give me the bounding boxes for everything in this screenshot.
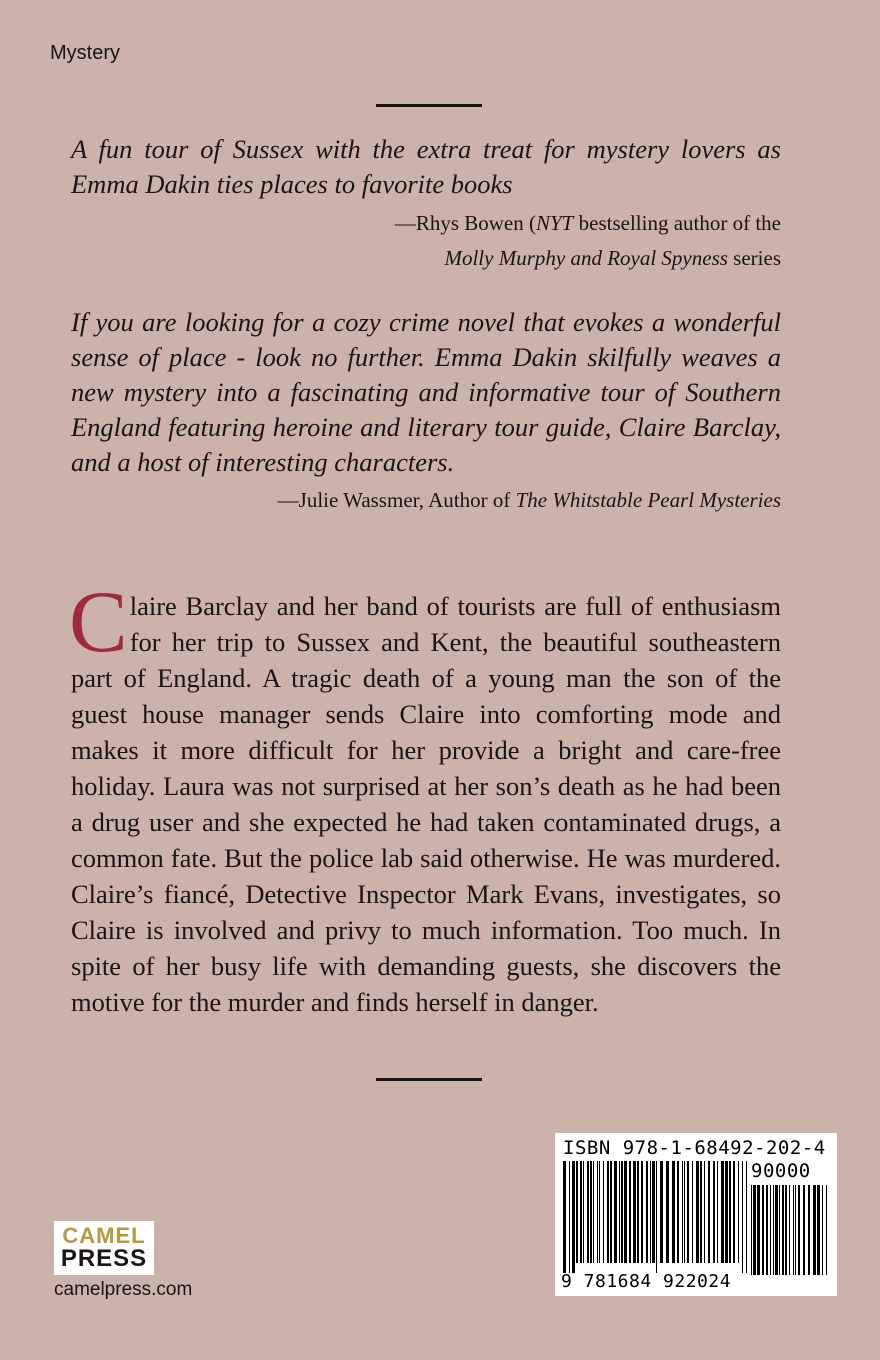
barcode-bar bbox=[785, 1185, 787, 1275]
publisher-logo bbox=[54, 1221, 154, 1275]
barcode-bar bbox=[572, 1161, 575, 1273]
genre-label: Mystery bbox=[50, 42, 120, 64]
review-quote-1: A fun tour of Sussex with the extra treat for mystery lovers as Emma Dakin ties places to favorite books bbox=[71, 134, 781, 199]
barcode-bar bbox=[798, 1185, 800, 1275]
barcode-bar bbox=[803, 1185, 805, 1275]
logo-line-1: CAMEL bbox=[62, 1223, 146, 1248]
ean-barcode-bars bbox=[563, 1161, 749, 1273]
attribution-1-prefix: —Rhys Bowen ( bbox=[394, 211, 536, 235]
barcode-bar bbox=[766, 1185, 768, 1275]
barcode-bar bbox=[742, 1161, 743, 1273]
attribution-1-series: Molly Murphy and Royal Spyness bbox=[444, 246, 728, 270]
barcode-bar bbox=[580, 1161, 582, 1263]
barcode-bar bbox=[563, 1161, 566, 1273]
barcode-bar bbox=[733, 1161, 735, 1263]
barcode-bar bbox=[782, 1185, 784, 1275]
barcode-bar bbox=[614, 1161, 617, 1263]
barcode-bar bbox=[597, 1161, 598, 1263]
barcode-bar bbox=[587, 1161, 589, 1263]
drop-cap: C bbox=[69, 574, 128, 671]
barcode-bar bbox=[656, 1161, 657, 1273]
barcode-bar bbox=[593, 1161, 594, 1263]
barcode-bar bbox=[583, 1161, 584, 1263]
barcode-bar bbox=[576, 1161, 578, 1263]
attribution-1-publication: NYT bbox=[536, 211, 574, 235]
barcode-bar bbox=[751, 1185, 752, 1275]
bottom-divider bbox=[376, 1078, 482, 1081]
barcode-bar bbox=[808, 1185, 810, 1275]
isbn-label: ISBN 978-1-68492-202-4 bbox=[563, 1137, 826, 1159]
ean-number: 9 781684 922024 bbox=[561, 1271, 732, 1292]
barcode-bar bbox=[603, 1161, 604, 1263]
barcode-bar bbox=[677, 1161, 679, 1263]
barcode-bar bbox=[687, 1161, 689, 1263]
barcode-bar bbox=[708, 1161, 710, 1263]
attribution-2-prefix: —Julie Wassmer, Author of bbox=[277, 488, 516, 512]
barcode-bar bbox=[624, 1161, 627, 1263]
barcode-bar bbox=[817, 1185, 820, 1275]
attribution-2-series: The Whitstable Pearl Mysteries bbox=[515, 488, 781, 512]
barcode-bar bbox=[652, 1161, 655, 1263]
barcode-bar bbox=[621, 1161, 623, 1263]
barcode-bar bbox=[641, 1161, 643, 1263]
barcode-bar bbox=[793, 1185, 794, 1275]
barcode-bar bbox=[717, 1161, 718, 1263]
barcode-bar bbox=[590, 1161, 592, 1263]
barcode-bar bbox=[704, 1161, 705, 1263]
barcode-bar bbox=[660, 1161, 663, 1263]
top-divider bbox=[376, 104, 482, 107]
barcode-bar bbox=[713, 1161, 715, 1263]
barcode-bar bbox=[775, 1185, 778, 1275]
barcode-bar bbox=[607, 1161, 609, 1263]
barcode-bar bbox=[725, 1161, 728, 1263]
barcode-bar bbox=[789, 1185, 790, 1275]
logo-line-2: PRESS bbox=[60, 1245, 148, 1272]
addon-number: 90000 bbox=[751, 1160, 811, 1182]
barcode-bar bbox=[813, 1185, 816, 1275]
barcode-bar bbox=[684, 1161, 685, 1263]
review-attribution-1 bbox=[395, 206, 781, 276]
barcode-bar bbox=[666, 1161, 669, 1263]
review-quote-2: If you are looking for a cozy crime novel that evokes a wonderful sense of place - look no further. Emma Dakin skilfully weaves a new mystery into a fascinating and informative tour of Southern England featuring heroine and literary tour guide, Claire Barclay, and a host of interesting characters. bbox=[71, 307, 781, 477]
barcode-bar bbox=[729, 1161, 731, 1263]
isbn-barcode bbox=[555, 1133, 837, 1296]
barcode-bar bbox=[770, 1185, 771, 1275]
barcode-bar bbox=[700, 1161, 702, 1263]
barcode-bar bbox=[826, 1185, 827, 1275]
barcode-bar bbox=[682, 1161, 683, 1263]
barcode-bar bbox=[757, 1185, 760, 1275]
barcode-bar bbox=[692, 1161, 693, 1263]
barcode-bar bbox=[696, 1161, 699, 1263]
addon-barcode-bars bbox=[751, 1185, 831, 1285]
barcode-bar bbox=[738, 1161, 739, 1263]
attribution-1-suffix: series bbox=[727, 246, 781, 270]
barcode-bar bbox=[633, 1161, 636, 1263]
barcode-bar bbox=[599, 1161, 600, 1263]
book-blurb bbox=[69, 574, 781, 1020]
barcode-bar bbox=[746, 1161, 747, 1273]
barcode-bar bbox=[569, 1161, 570, 1273]
barcode-bar bbox=[610, 1161, 612, 1263]
barcode-bar bbox=[721, 1161, 724, 1263]
barcode-bar bbox=[822, 1185, 823, 1275]
barcode-bar bbox=[629, 1161, 631, 1263]
publisher-website: camelpress.com bbox=[54, 1279, 193, 1300]
review-attribution-2 bbox=[278, 483, 781, 518]
barcode-bar bbox=[646, 1161, 648, 1263]
barcode-bar bbox=[779, 1185, 780, 1275]
blurb-text: laire Barclay and her band of tourists are full of enthusiasm for her trip to Sussex and Kent, the beautiful southeastern part of England. A tragic death of a young man the son of the guest house manager sends Claire into comforting mode and makes it more difficult for her provide a bright and care-free holiday. Laura was not surprised at her son’s death as he had been a drug user and she expected he had taken contaminated drugs, a common fate. But the police lab said otherwise. He was murdered. Claire’s fiancé, Detective Inspector Mark Evans, investigates, so Claire is involved and privy to much information. Too much. In spite of her busy life with demanding guests, she discovers the motive for the murder and finds herself in danger. bbox=[71, 591, 781, 1017]
barcode-bar bbox=[650, 1161, 651, 1263]
barcode-bar bbox=[619, 1161, 620, 1263]
barcode-bar bbox=[762, 1185, 764, 1275]
attribution-1-mid: bestselling author of the bbox=[573, 211, 781, 235]
barcode-bar bbox=[753, 1185, 756, 1275]
barcode-bar bbox=[773, 1185, 774, 1275]
barcode-bar bbox=[795, 1185, 796, 1275]
barcode-bar bbox=[672, 1161, 675, 1263]
barcode-bar bbox=[637, 1161, 639, 1263]
